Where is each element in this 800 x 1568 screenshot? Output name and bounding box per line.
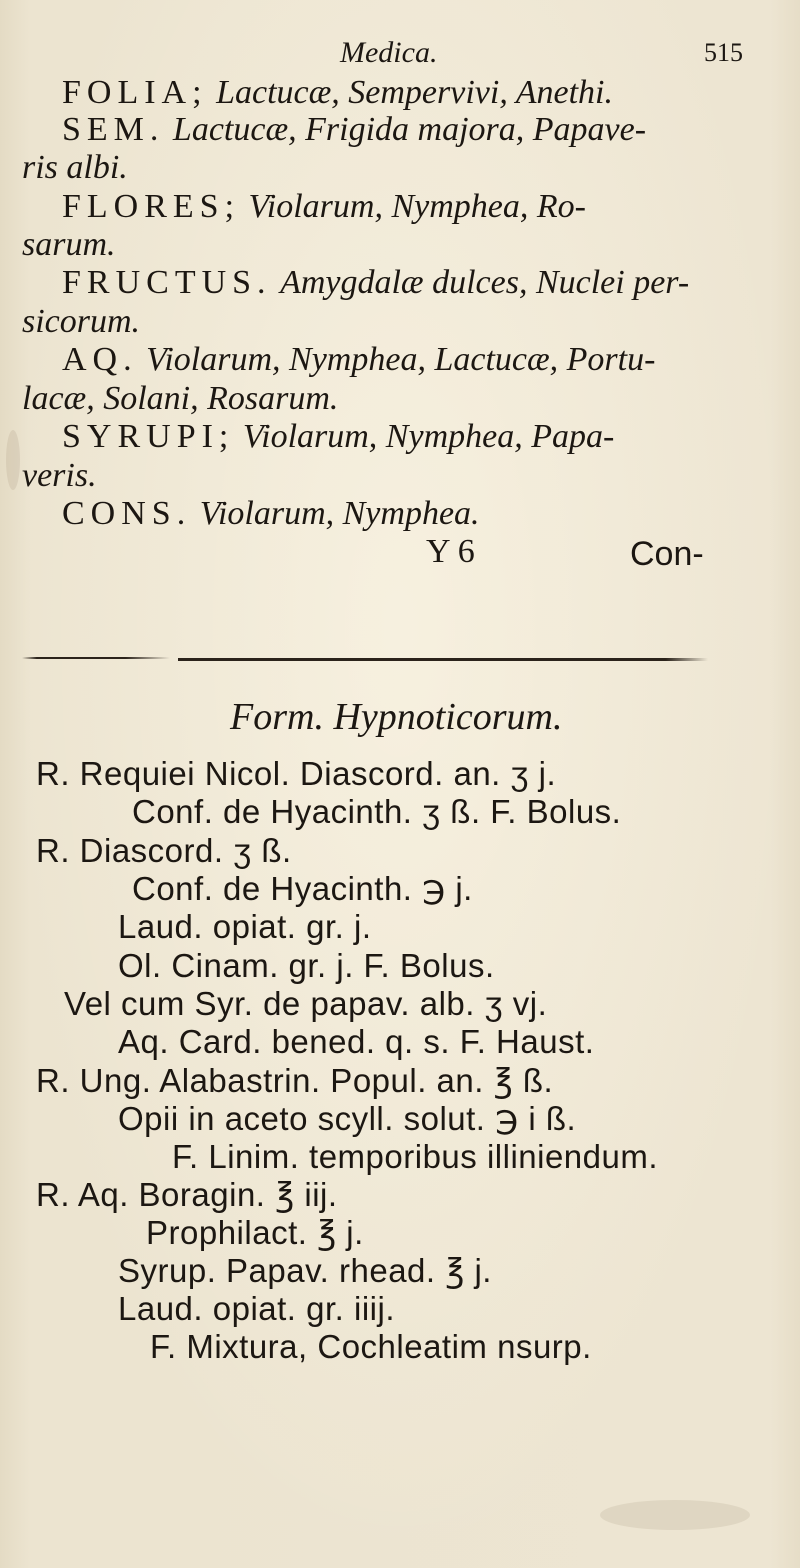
- entry-line: [62, 113, 646, 147]
- entry-label: CONS.: [62, 495, 192, 532]
- entry-label: FRUCTUS.: [62, 264, 272, 301]
- entry-text: sicorum.: [22, 303, 141, 340]
- recipe-line: Aq. Card. bened. q. s. F. Haust.: [118, 1023, 595, 1060]
- entry-text: Amygdalæ dulces, Nuclei per-: [280, 264, 690, 301]
- recipe-line: Conf. de Hyacinth. ℈ j.: [132, 870, 473, 907]
- entry-line: [62, 420, 614, 454]
- running-title: Medica.: [340, 36, 438, 69]
- section-title: Form. Hypnoticorum.: [230, 696, 563, 738]
- recipe-line: R. Aq. Boragin. ℥ iij.: [36, 1176, 338, 1213]
- entry-line: [22, 459, 97, 493]
- recipe-line: Ol. Cinam. gr. j. F. Bolus.: [118, 947, 495, 984]
- entry-line: [62, 497, 480, 531]
- catchword: Con-: [630, 535, 704, 573]
- entry-text: Lactucæ, Frigida majora, Papave-: [172, 111, 647, 148]
- entry-text: Violarum, Nymphea, Ro-: [248, 188, 586, 225]
- entry-line: [22, 151, 128, 185]
- entry-line: [22, 382, 338, 416]
- entry-label: AQ.: [62, 341, 138, 378]
- recipe-line: F. Linim. temporibus illiniendum.: [172, 1138, 659, 1175]
- recipe-line: Vel cum Syr. de papav. alb. ʒ vj.: [64, 985, 548, 1022]
- entry-label: SEM.: [62, 111, 165, 148]
- paper-stain: [600, 1500, 750, 1530]
- entry-label: FLORES;: [62, 188, 241, 225]
- entry-line: [62, 190, 586, 224]
- recipe-line: Opii in aceto scyll. solut. ℈ i ß.: [118, 1100, 577, 1137]
- entry-text: Violarum, Nymphea.: [199, 495, 480, 532]
- recipe-line: Laud. opiat. gr. iiij.: [118, 1290, 395, 1327]
- entry-label: FOLIA;: [62, 74, 208, 111]
- recipe-line: R. Requiei Nicol. Diascord. an. ʒ j.: [36, 755, 557, 792]
- entry-line: [22, 305, 140, 339]
- entry-line: [62, 266, 689, 300]
- recipe-line: Conf. de Hyacinth. ʒ ß. F. Bolus.: [132, 793, 622, 830]
- entry-line: [62, 76, 613, 110]
- recipe-line: Laud. opiat. gr. j.: [118, 908, 372, 945]
- entry-text: Lactucæ, Sempervivi, Anethi.: [216, 74, 613, 111]
- recipe-line: F. Mixtura, Cochleatim nsurp.: [150, 1328, 592, 1365]
- entry-text: Violarum, Nymphea, Lactucæ, Portu-: [146, 341, 656, 378]
- entry-text: lacæ, Solani, Rosarum.: [22, 380, 339, 417]
- entry-text: ris albi.: [22, 149, 128, 186]
- entry-label: SYRUPI;: [62, 418, 235, 455]
- signature-mark: Y 6: [426, 533, 475, 570]
- entry-line: [62, 343, 655, 377]
- entry-line: [22, 228, 116, 262]
- recipe-line: Syrup. Papav. rhead. ℥ j.: [118, 1252, 492, 1289]
- decorative-rule: [22, 657, 170, 659]
- recipe-line: R. Ung. Alabastrin. Popul. an. ℥ ß.: [36, 1062, 554, 1099]
- entry-text: sarum.: [22, 226, 116, 263]
- page-number: 515: [704, 38, 743, 67]
- recipe-line: R. Diascord. ʒ ß.: [36, 832, 292, 869]
- recipe-line: Prophilact. ℥ j.: [146, 1214, 364, 1251]
- entry-text: Violarum, Nymphea, Papa-: [242, 418, 615, 455]
- paper-stain: [6, 430, 20, 490]
- entry-text: veris.: [22, 457, 97, 494]
- decorative-rule: [178, 658, 708, 661]
